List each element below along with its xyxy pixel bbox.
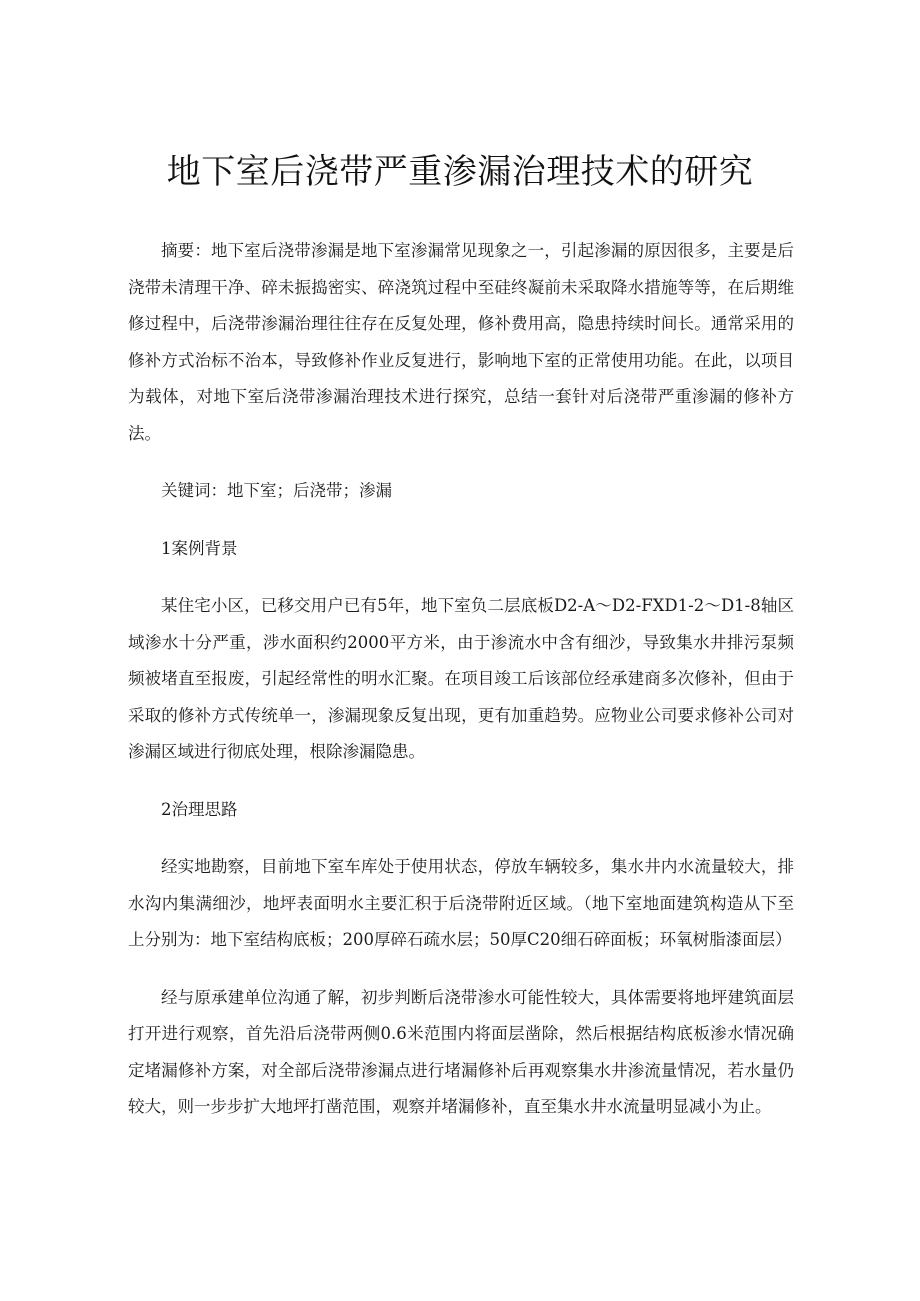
document-title: 地下室后浇带严重渗漏治理技术的研究 bbox=[166, 152, 754, 192]
document-body bbox=[128, 233, 794, 1147]
background-paragraph: 某住宅小区，已移交用户已有5年，地下室负二层底板D2-A〜D2-FXD1-2〜D1-8轴区域渗水十分严重，涉水面积约2000平方米，由于渗流水中含有细沙，导致集水井排污泵频频被堵直至报废，引起经常性的明水汇聚。在项目竣工后该部位经承建商多次修补，但由于采取的修补方式传统单一，渗漏现象反复出现，更有加重趋势。应物业公司要求修补公司对渗漏区域进行彻底处理，根除渗漏隐患。 bbox=[128, 596, 794, 761]
abstract-paragraph: 摘要：地下室后浇带渗漏是地下室渗漏常见现象之一，引起渗漏的原因很多，主要是后浇带未清理干净、碎未振捣密实、碎浇筑过程中至硅终凝前未采取降水措施等等，在后期维修过程中，后浇带渗漏治理往往存在反复处理，修补费用高，隐患持续时间长。通常采用的修补方式治标不治本，导致修补作业反复进行，影响地下室的正常使用功能。在此，以项目为载体，对地下室后浇带渗漏治理技术进行探究，总结一套针对后浇带严重渗漏的修补方法。 bbox=[128, 241, 794, 443]
section-heading-approach: 2治理思路 bbox=[161, 799, 238, 819]
approach-paragraph-survey: 经实地勘察，目前地下室车库处于使用状态，停放车辆较多，集水井内水流量较大，排水沟内集满细沙，地坪表面明水主要汇积于后浇带附近区域。（地下室地面建筑构造从下至上分别为：地下室结构底板；200厚碎石疏水层；50厚C20细石碎面板；环氧树脂漆面层） bbox=[128, 857, 794, 949]
approach-paragraph-plan: 经与原承建单位沟通了解，初步判断后浇带渗水可能性较大，具体需要将地坪建筑面层打开进行观察，首先沿后浇带两侧0.6米范围内将面层凿除，然后根据结构底板渗水情况确定堵漏修补方案，对全部后浇带渗漏点进行堵漏修补后再观察集水井渗流量情况，若水量仍较大，则一步步扩大地坪打凿范围，观察并堵漏修补，直至集水井水流量明显减小为止。 bbox=[128, 987, 794, 1116]
section-heading-background: 1案例背景 bbox=[161, 538, 238, 558]
keywords-line: 关键词：地下室；后浇带；渗漏 bbox=[161, 481, 392, 500]
